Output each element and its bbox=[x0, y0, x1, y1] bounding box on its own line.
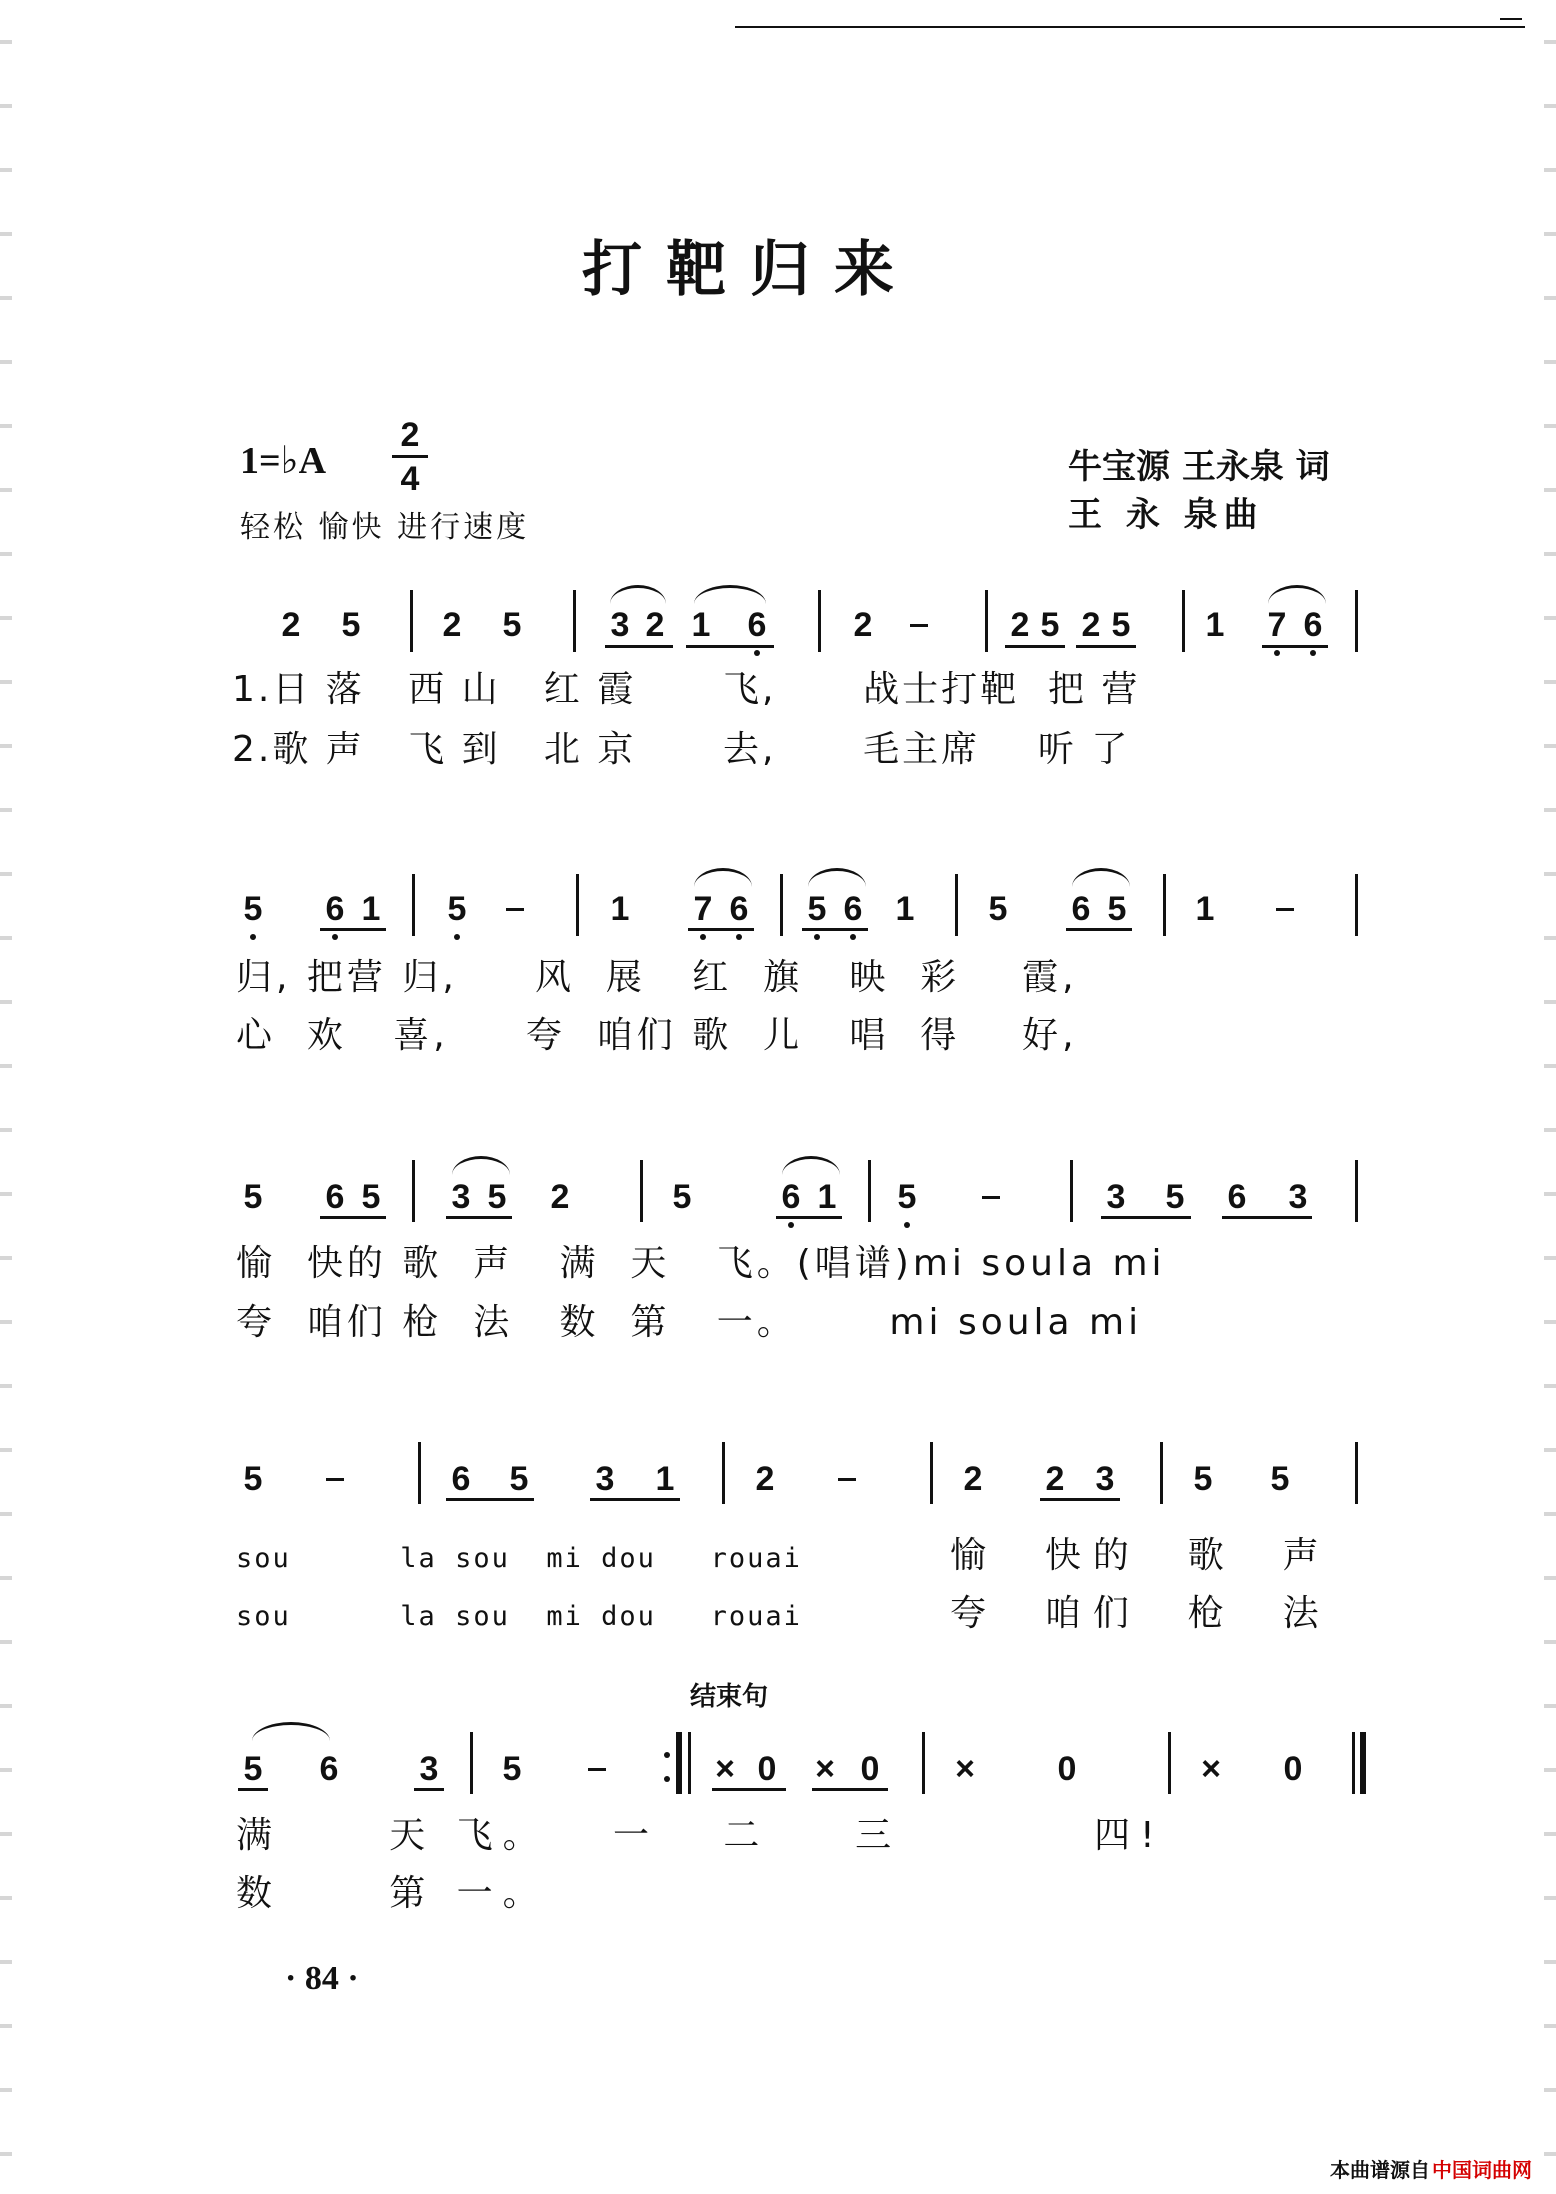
note: 2 bbox=[1045, 1460, 1065, 1498]
clap-mark: × bbox=[955, 1750, 975, 1788]
note: 5 bbox=[672, 1178, 692, 1216]
time-signature-top: 2 bbox=[400, 416, 420, 454]
note: 2 bbox=[853, 606, 873, 644]
beam bbox=[1262, 645, 1328, 648]
beam bbox=[1101, 1216, 1191, 1219]
beam bbox=[1222, 1216, 1312, 1219]
beam bbox=[688, 928, 754, 931]
note: 5 bbox=[502, 1750, 522, 1788]
lyrics-row-1-verse-2: 2.歌 声 飞 到 北 京 去, 毛主席 听 了 bbox=[232, 729, 1131, 770]
note: 2 bbox=[755, 1460, 775, 1498]
dash bbox=[588, 1768, 606, 1771]
octave-dot bbox=[250, 934, 256, 940]
key-signature: 1=♭A bbox=[240, 440, 327, 482]
barline bbox=[1355, 590, 1358, 652]
octave-dot bbox=[454, 934, 460, 940]
note: 7 bbox=[693, 890, 713, 928]
top-rule-short bbox=[1500, 18, 1522, 20]
note: 6 bbox=[747, 606, 767, 644]
slur bbox=[1268, 585, 1326, 604]
octave-dot bbox=[754, 650, 760, 656]
barline bbox=[1355, 874, 1358, 936]
barline bbox=[1182, 590, 1185, 652]
note: 2 bbox=[550, 1178, 570, 1216]
footer-source-label: 本曲谱源自 bbox=[1330, 2158, 1430, 2182]
note: 3 bbox=[610, 606, 630, 644]
note: 2 bbox=[1010, 606, 1030, 644]
note: 1 bbox=[610, 890, 630, 928]
solfa-row-4-verse-1: sou la sou mi dou rouai bbox=[236, 1543, 802, 1574]
final-barline-thin bbox=[1352, 1732, 1355, 1794]
octave-dot bbox=[1274, 650, 1280, 656]
note: 3 bbox=[419, 1750, 439, 1788]
rest: 0 bbox=[757, 1750, 777, 1788]
lyrics-row-4-verse-1: 愉 快的 歌 声 bbox=[950, 1535, 1331, 1576]
note: 5 bbox=[509, 1460, 529, 1498]
barline bbox=[1070, 1160, 1073, 1222]
clap-mark: × bbox=[1201, 1750, 1221, 1788]
slur bbox=[252, 1722, 330, 1741]
octave-dot bbox=[814, 934, 820, 940]
note: 6 bbox=[1227, 1178, 1247, 1216]
beam bbox=[446, 1498, 534, 1501]
song-title: 打靶归来 bbox=[582, 235, 918, 305]
beam bbox=[1066, 928, 1132, 931]
repeat-dot bbox=[664, 1776, 670, 1782]
note: 3 bbox=[1288, 1178, 1308, 1216]
note: 6 bbox=[781, 1178, 801, 1216]
dash bbox=[910, 624, 928, 627]
ending-section-label: 结束句 bbox=[690, 1682, 769, 1712]
slur bbox=[782, 1156, 840, 1175]
note: 3 bbox=[595, 1460, 615, 1498]
beam bbox=[712, 1788, 786, 1791]
barline bbox=[985, 590, 988, 652]
beam bbox=[605, 645, 673, 648]
repeat-dot bbox=[664, 1752, 670, 1758]
barline bbox=[1168, 1732, 1171, 1794]
lyrics-row-4-verse-2: 夸 咱们 枪 法 bbox=[950, 1593, 1331, 1634]
note: 5 bbox=[1107, 890, 1127, 928]
note: 5 bbox=[897, 1178, 917, 1216]
footer-site-link[interactable]: 中国词曲网 bbox=[1432, 2158, 1532, 2182]
slur bbox=[452, 1156, 510, 1175]
lyrics-row-2-verse-1: 归, 把营 归, 风 展 红 旗 映 彩 霞, bbox=[236, 957, 1078, 998]
repeat-barline-thin bbox=[688, 1732, 691, 1794]
barline bbox=[1163, 874, 1166, 936]
note: 1 bbox=[361, 890, 381, 928]
note: 2 bbox=[645, 606, 665, 644]
dash bbox=[326, 1478, 344, 1481]
barline bbox=[412, 874, 415, 936]
note: 6 bbox=[843, 890, 863, 928]
note: 7 bbox=[1267, 606, 1287, 644]
note: 5 bbox=[1111, 606, 1131, 644]
note: 6 bbox=[1071, 890, 1091, 928]
barline bbox=[1355, 1442, 1358, 1504]
lyrics-row-3-verse-1: 愉 快的 歌 声 满 天 飞。(唱谱)mi soula mi bbox=[236, 1243, 1166, 1284]
beam bbox=[776, 1216, 842, 1219]
repeat-barline-thick bbox=[676, 1732, 682, 1794]
dash bbox=[838, 1478, 856, 1481]
solfa-row-4-verse-2: sou la sou mi dou rouai bbox=[236, 1601, 802, 1632]
octave-dot bbox=[332, 934, 338, 940]
dash bbox=[506, 908, 524, 911]
note: 5 bbox=[1270, 1460, 1290, 1498]
note: 5 bbox=[807, 890, 827, 928]
lyrics-row-3-verse-2: 夸 咱们 枪 法 数 第 一。 mi soula mi bbox=[236, 1302, 1143, 1343]
beam bbox=[1040, 1498, 1120, 1501]
final-barline-thick bbox=[1360, 1732, 1366, 1794]
octave-dot bbox=[788, 1222, 794, 1228]
barline bbox=[576, 874, 579, 936]
barline bbox=[922, 1732, 925, 1794]
slur bbox=[610, 585, 666, 604]
note: 6 bbox=[1303, 606, 1323, 644]
barline bbox=[412, 1160, 415, 1222]
beam bbox=[1076, 645, 1136, 648]
slur bbox=[694, 585, 766, 604]
slur bbox=[1072, 868, 1130, 887]
note: 3 bbox=[451, 1178, 471, 1216]
note: 6 bbox=[319, 1750, 339, 1788]
octave-dot bbox=[700, 934, 706, 940]
note: 1 bbox=[655, 1460, 675, 1498]
note: 1 bbox=[1195, 890, 1215, 928]
barline bbox=[640, 1160, 643, 1222]
barline bbox=[930, 1442, 933, 1504]
beam bbox=[686, 645, 774, 648]
note: 1 bbox=[817, 1178, 837, 1216]
barline bbox=[818, 590, 821, 652]
slur bbox=[694, 868, 752, 887]
note: 5 bbox=[502, 606, 522, 644]
note: 6 bbox=[325, 1178, 345, 1216]
barline bbox=[868, 1160, 871, 1222]
time-signature-bar bbox=[392, 455, 428, 458]
clap-mark: × bbox=[715, 1750, 735, 1788]
octave-dot bbox=[1310, 650, 1316, 656]
tempo-marking: 轻松 愉快 进行速度 bbox=[240, 510, 530, 545]
beam bbox=[414, 1788, 444, 1791]
time-signature-bottom: 4 bbox=[400, 460, 420, 498]
octave-dot bbox=[736, 934, 742, 940]
barline bbox=[470, 1732, 473, 1794]
clap-mark: × bbox=[815, 1750, 835, 1788]
note: 2 bbox=[963, 1460, 983, 1498]
note: 6 bbox=[451, 1460, 471, 1498]
beam bbox=[590, 1498, 680, 1501]
note: 5 bbox=[1040, 606, 1060, 644]
dash bbox=[1276, 908, 1294, 911]
octave-dot bbox=[850, 934, 856, 940]
note: 2 bbox=[281, 606, 301, 644]
barline bbox=[1160, 1442, 1163, 1504]
lyrics-row-1-verse-1: 1.日 落 西 山 红 霞 飞, 战士打靶 把 营 bbox=[232, 669, 1141, 710]
note: 5 bbox=[1193, 1460, 1213, 1498]
note: 1 bbox=[895, 890, 915, 928]
barline bbox=[410, 590, 413, 652]
slur bbox=[808, 868, 866, 887]
rest: 0 bbox=[860, 1750, 880, 1788]
beam bbox=[802, 928, 868, 931]
barline bbox=[573, 590, 576, 652]
lyrics-row-5-verse-1: 满 天 飞。 一 二 三 四! bbox=[236, 1815, 1165, 1856]
note: 3 bbox=[1095, 1460, 1115, 1498]
note: 2 bbox=[1081, 606, 1101, 644]
lyrics-row-5-verse-2: 数 第 一。 bbox=[236, 1873, 549, 1914]
note: 5 bbox=[243, 890, 263, 928]
beam bbox=[238, 1788, 268, 1791]
note: 5 bbox=[1165, 1178, 1185, 1216]
note: 5 bbox=[243, 1178, 263, 1216]
rest: 0 bbox=[1057, 1750, 1077, 1788]
note: 5 bbox=[988, 890, 1008, 928]
beam bbox=[320, 928, 386, 931]
lyricist-credit: 牛宝源 王永泉 词 bbox=[1068, 447, 1330, 487]
barline bbox=[780, 874, 783, 936]
note: 5 bbox=[243, 1460, 263, 1498]
page-number: · 84 · bbox=[285, 1960, 359, 1997]
note: 1 bbox=[691, 606, 711, 644]
beam bbox=[1005, 645, 1065, 648]
note: 2 bbox=[442, 606, 462, 644]
note: 5 bbox=[487, 1178, 507, 1216]
left-edge-watermark bbox=[0, 0, 12, 2194]
octave-dot bbox=[904, 1222, 910, 1228]
barline bbox=[722, 1442, 725, 1504]
composer-credit: 王 永 泉曲 bbox=[1068, 495, 1264, 535]
note: 3 bbox=[1106, 1178, 1126, 1216]
beam bbox=[812, 1788, 888, 1791]
barline bbox=[1355, 1160, 1358, 1222]
beam bbox=[320, 1216, 386, 1219]
note: 5 bbox=[361, 1178, 381, 1216]
beam bbox=[446, 1216, 512, 1219]
note: 6 bbox=[729, 890, 749, 928]
note: 5 bbox=[341, 606, 361, 644]
lyrics-row-2-verse-2: 心 欢 喜, 夸 咱们 歌 儿 唱 得 好, bbox=[236, 1015, 1078, 1056]
note: 1 bbox=[1205, 606, 1225, 644]
barline bbox=[418, 1442, 421, 1504]
note: 5 bbox=[243, 1750, 263, 1788]
top-rule bbox=[735, 26, 1525, 28]
note: 5 bbox=[447, 890, 467, 928]
dash bbox=[982, 1196, 1000, 1199]
note: 6 bbox=[325, 890, 345, 928]
right-edge-watermark bbox=[1544, 0, 1556, 2194]
rest: 0 bbox=[1283, 1750, 1303, 1788]
barline bbox=[955, 874, 958, 936]
